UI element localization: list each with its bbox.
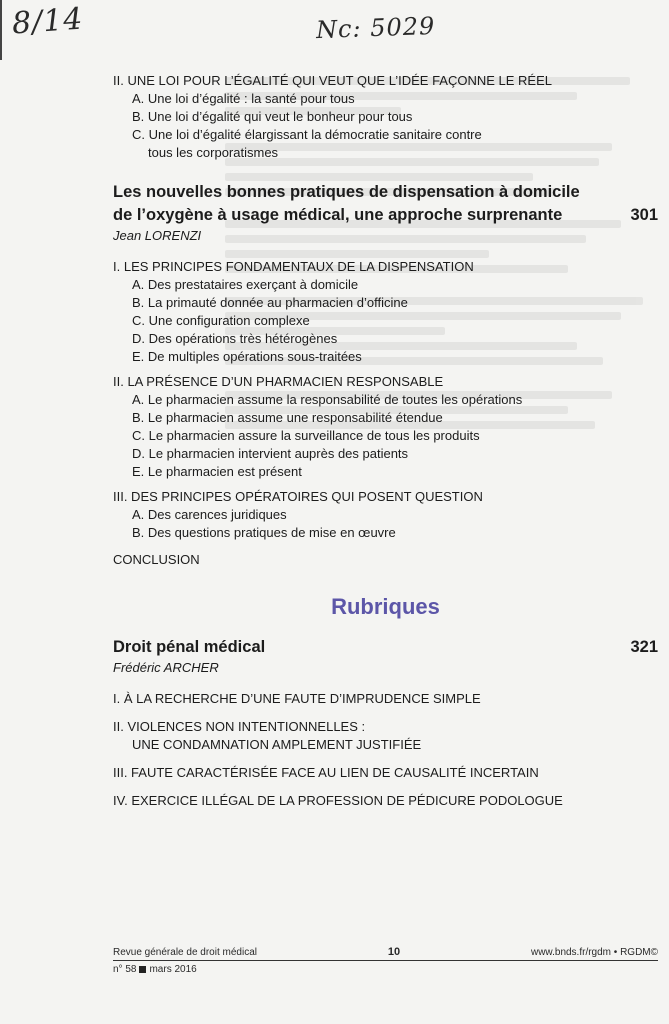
page-number: 10 — [387, 946, 401, 958]
article2-section1 — [113, 258, 658, 366]
section-item: C. Une configuration complexe — [132, 313, 310, 328]
article-title-line1: Les nouvelles bonnes pratiques de dispensation à domicile — [113, 183, 580, 201]
section-item-continuation: tous les corporatismes — [148, 145, 279, 160]
article-title: Droit pénal médical — [113, 638, 266, 656]
section-heading: II. UNE LOI POUR L’ÉGALITÉ QUI VEUT QUE L’IDÉE FAÇONNE LE RÉEL — [113, 73, 552, 88]
table-of-contents — [113, 72, 658, 820]
section-item-text: C. Une loi d’égalité élargissant la démocratie sanitaire contre — [132, 127, 482, 142]
section-heading: III. FAUTE CARACTÉRISÉE FACE AU LIEN DE CAUSALITÉ INCERTAIN — [113, 765, 539, 780]
section-item: E. Le pharmacien est présent — [132, 464, 302, 479]
page-edge-mark — [0, 0, 2, 60]
section-heading: I. À LA RECHERCHE D’UNE FAUTE D’IMPRUDENCE SIMPLE — [113, 691, 481, 706]
journal-name: Revue générale de droit médical — [113, 947, 257, 958]
section-heading: III. DES PRINCIPES OPÉRATOIRES QUI POSENT QUESTION — [113, 489, 483, 504]
article2-section2 — [113, 373, 658, 481]
section-heading: IV. EXERCICE ILLÉGAL DE LA PROFESSION DE PÉDICURE PODOLOGUE — [113, 793, 563, 808]
article-page-number: 301 — [630, 206, 658, 224]
section-item: A. Des carences juridiques — [132, 507, 287, 522]
article-author: Frédéric ARCHER — [113, 660, 219, 675]
section-heading — [113, 718, 658, 754]
handwritten-date: 8/14 — [10, 1, 85, 42]
section-item: A. Des prestataires exerçant à domicile — [132, 277, 359, 292]
website: www.bnds.fr/rgdm • RGDM© — [530, 947, 658, 958]
article1-section2 — [113, 72, 658, 162]
handwritten-reference: Nc: 5029 — [315, 11, 436, 45]
issue-date: mars 2016 — [149, 964, 197, 975]
issue-number: n° 58 — [113, 964, 137, 975]
section-item: A. Le pharmacien assume la responsabilité de toutes les opérations — [132, 392, 523, 407]
section-item: A. Une loi d’égalité : la santé pour tous — [132, 91, 355, 106]
article-author: Jean LORENZI — [113, 228, 202, 243]
section-heading-line1: II. VIOLENCES NON INTENTIONNELLES : — [113, 719, 366, 734]
article3-sections — [113, 690, 658, 810]
section-item: B. Le pharmacien assume une responsabilité étendue — [132, 410, 443, 425]
article-title — [113, 181, 580, 227]
section-item — [113, 126, 658, 162]
article2-section3 — [113, 488, 658, 542]
section-heading: II. LA PRÉSENCE D’UN PHARMACIEN RESPONSABLE — [113, 374, 444, 389]
section-item: D. Le pharmacien intervient auprès des patients — [132, 446, 409, 461]
page-footer — [113, 946, 658, 975]
article3-header — [113, 636, 658, 659]
section-item: C. Le pharmacien assure la surveillance de tous les produits — [132, 428, 480, 443]
section-heading-line2: UNE CONDAMNATION AMPLEMENT JUSTIFIÉE — [132, 737, 422, 752]
section-item: B. Des questions pratiques de mise en œuvre — [132, 525, 396, 540]
square-bullet-icon — [139, 966, 146, 973]
footer-row — [113, 946, 658, 961]
article2-header — [113, 181, 658, 227]
section-item: B. Une loi d’égalité qui veut le bonheur pour tous — [132, 109, 413, 124]
conclusion-heading: CONCLUSION — [113, 552, 200, 567]
section-item: B. La primauté donnée au pharmacien d’officine — [132, 295, 408, 310]
rubriques-heading: Rubriques — [331, 594, 440, 619]
section-item: D. Des opérations très hétérogènes — [132, 331, 338, 346]
section-item: E. De multiples opérations sous-traitées — [132, 349, 362, 364]
issue-info — [113, 964, 658, 975]
section-heading: I. LES PRINCIPES FONDAMENTAUX DE LA DISPENSATION — [113, 259, 474, 274]
article-title-line2: de l’oxygène à usage médical, une approche surprenante — [113, 206, 563, 224]
article-page-number: 321 — [630, 638, 658, 656]
